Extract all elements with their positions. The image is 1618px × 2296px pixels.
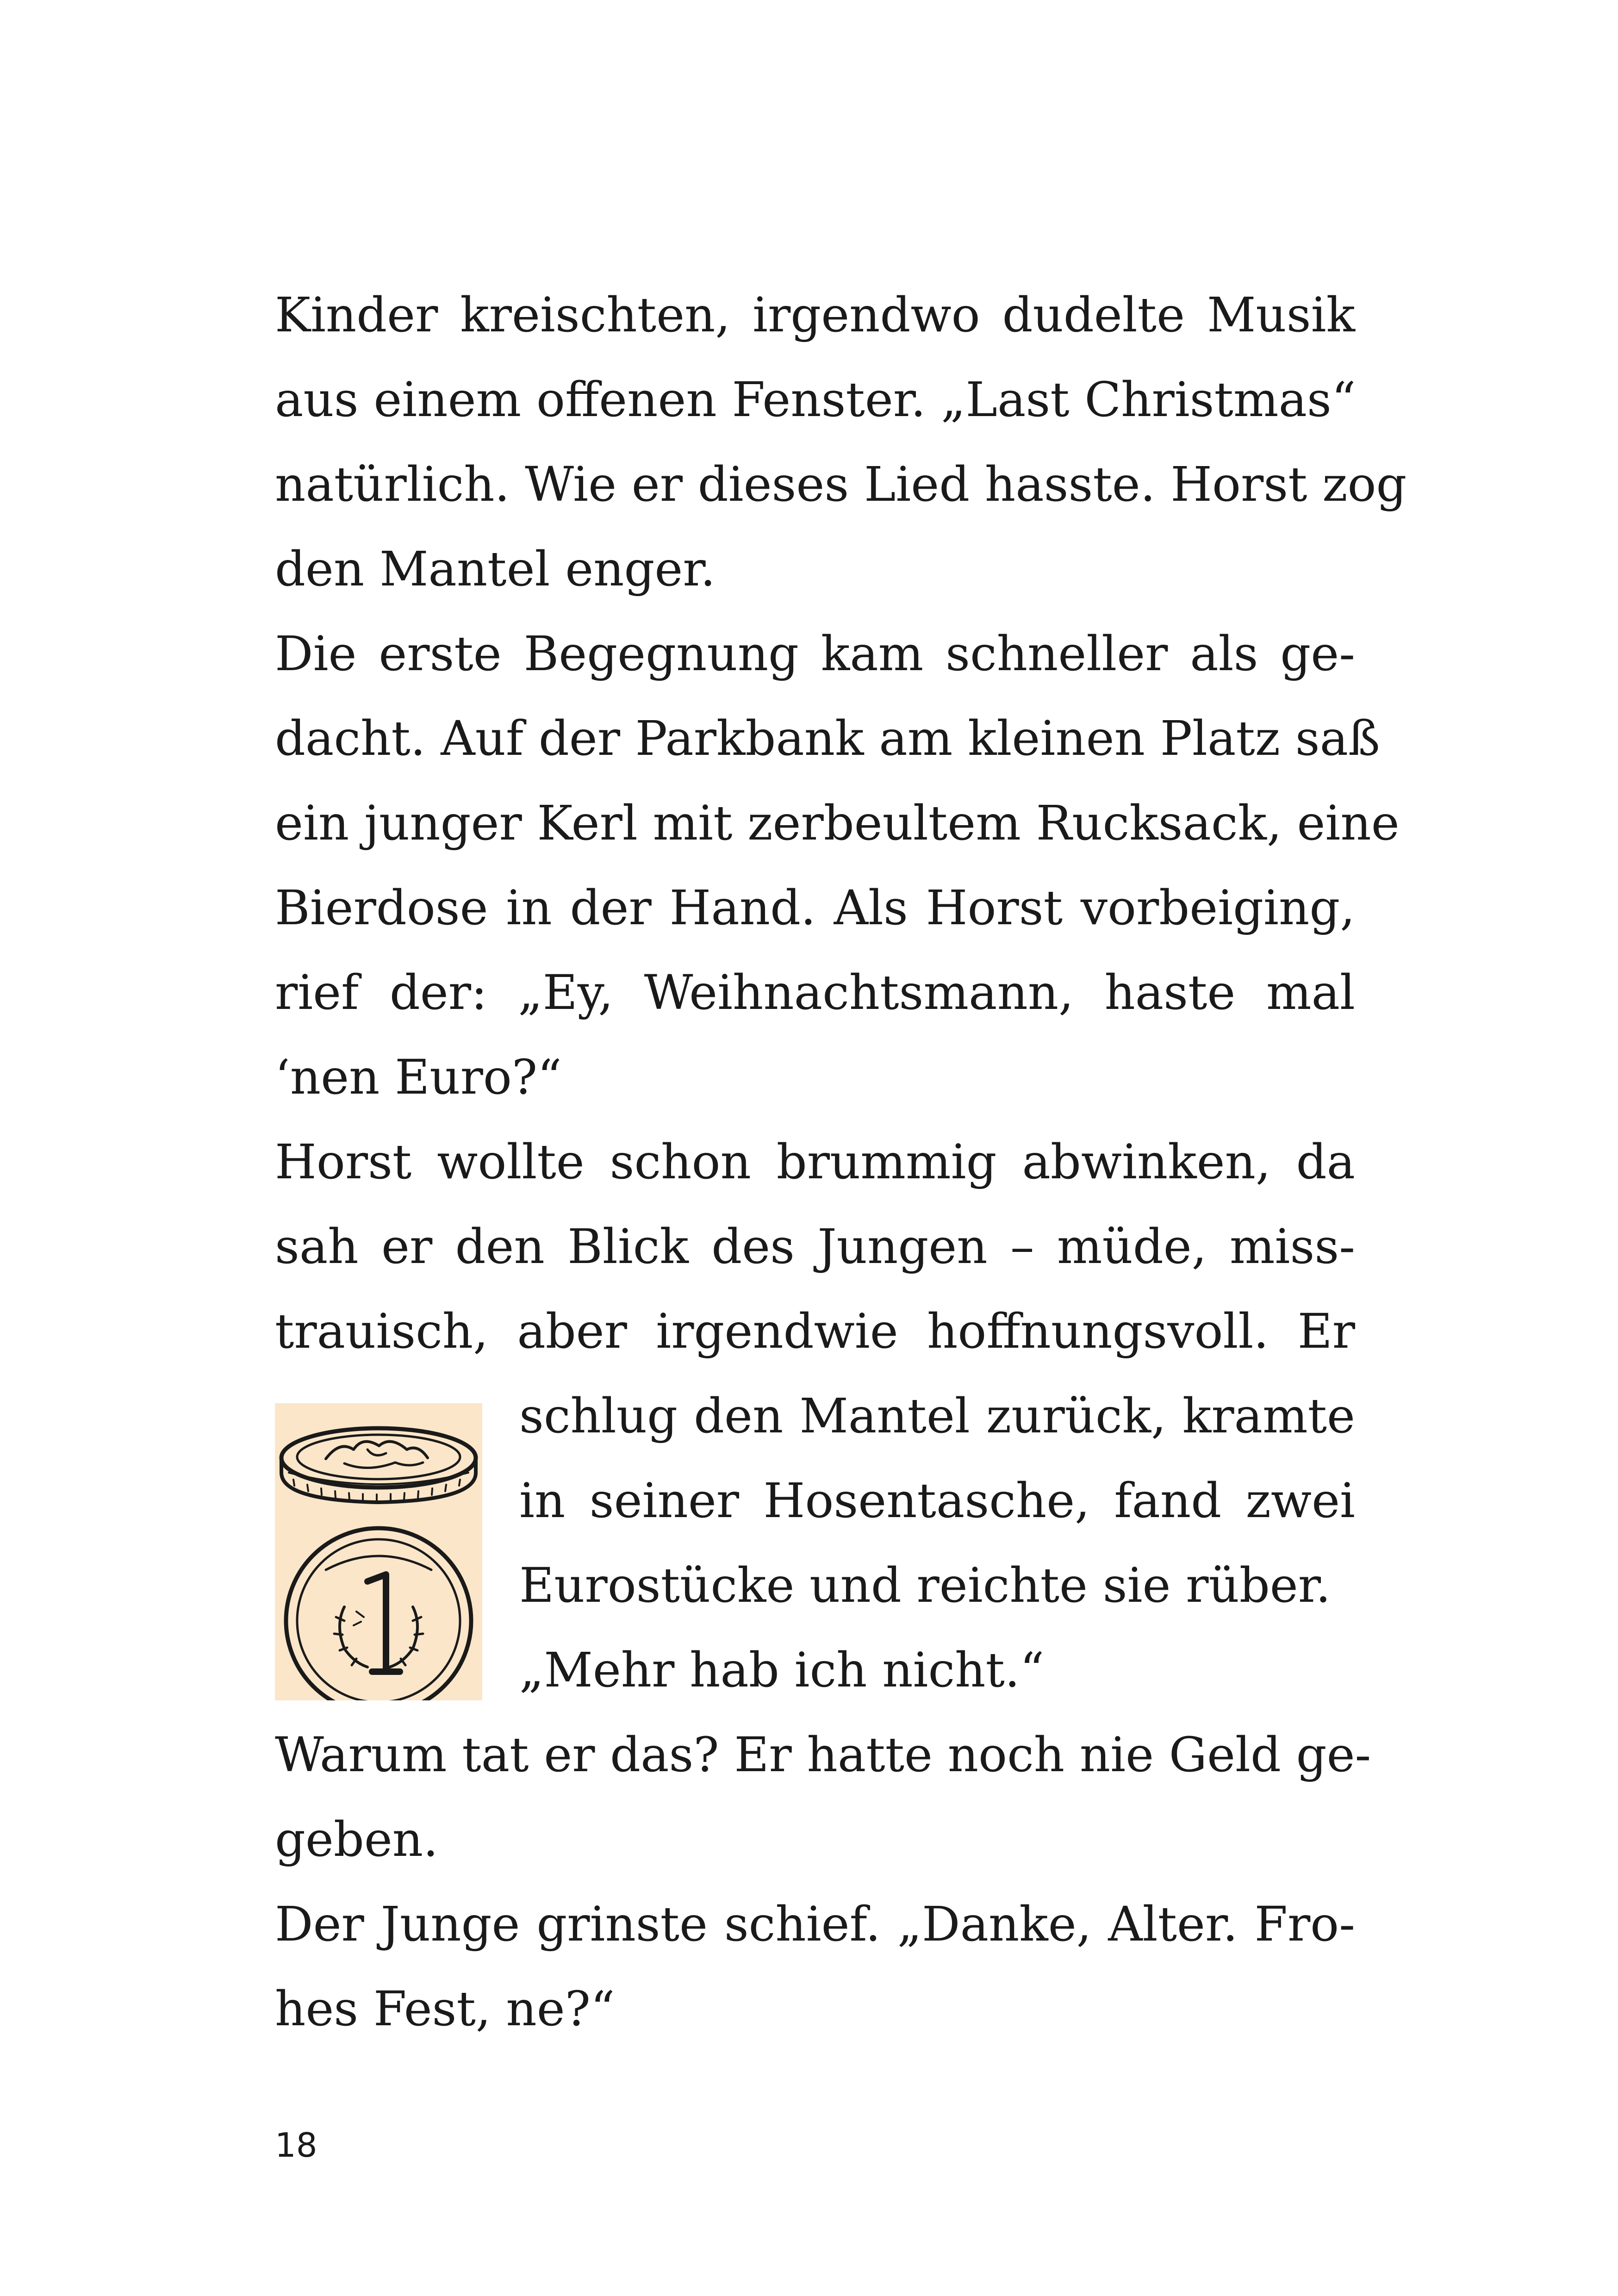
text-line: Die erste Begegnung kam schneller als ge- bbox=[275, 626, 1355, 682]
text-line: ‘nen Euro?“ bbox=[275, 1050, 562, 1105]
text-line: aus einem offenen Fenster. „Last Christmas“ bbox=[275, 372, 1356, 428]
text-line: Eurostücke und reichte sie rüber. bbox=[519, 1558, 1331, 1613]
text-line: Bierdose in der Hand. Als Horst vorbeiging, bbox=[275, 880, 1355, 936]
text-line: Warum tat er das? Er hatte noch nie Geld ge- bbox=[275, 1727, 1371, 1783]
text-line: rief der: „Ey, Weihnachtsmann, haste mal bbox=[275, 965, 1355, 1020]
text-line: ein junger Kerl mit zerbeultem Rucksack, eine bbox=[275, 796, 1400, 851]
text-line: den Mantel enger. bbox=[275, 541, 716, 597]
text-line: in seiner Hosentasche, fand zwei bbox=[519, 1473, 1355, 1529]
text-line: natürlich. Wie er dieses Lied hasste. Horst zog bbox=[275, 457, 1407, 512]
coin-icon bbox=[275, 1403, 482, 1700]
text-line: hes Fest, ne?“ bbox=[275, 1981, 615, 2037]
text-line: schlug den Mantel zurück, kramte bbox=[519, 1388, 1355, 1444]
text-line: trauisch, aber irgendwie hoffnungsvoll. Er bbox=[275, 1304, 1355, 1359]
text-line: Horst wollte schon brummig abwinken, da bbox=[275, 1134, 1355, 1190]
coin-illustration bbox=[275, 1403, 482, 1700]
page-number: 18 bbox=[275, 2126, 317, 2165]
text-line: sah er den Blick des Jungen – müde, miss- bbox=[275, 1219, 1355, 1275]
text-line: Der Junge grinste schief. „Danke, Alter. Fro- bbox=[275, 1897, 1355, 1952]
story-text bbox=[275, 273, 1407, 2052]
text-line: Kinder kreischten, irgendwo dudelte Musik bbox=[275, 287, 1355, 343]
text-line: „Mehr hab ich nicht.“ bbox=[519, 1643, 1045, 1698]
text-line: geben. bbox=[275, 1812, 438, 1867]
text-line: dacht. Auf der Parkbank am kleinen Platz saß bbox=[275, 711, 1380, 766]
